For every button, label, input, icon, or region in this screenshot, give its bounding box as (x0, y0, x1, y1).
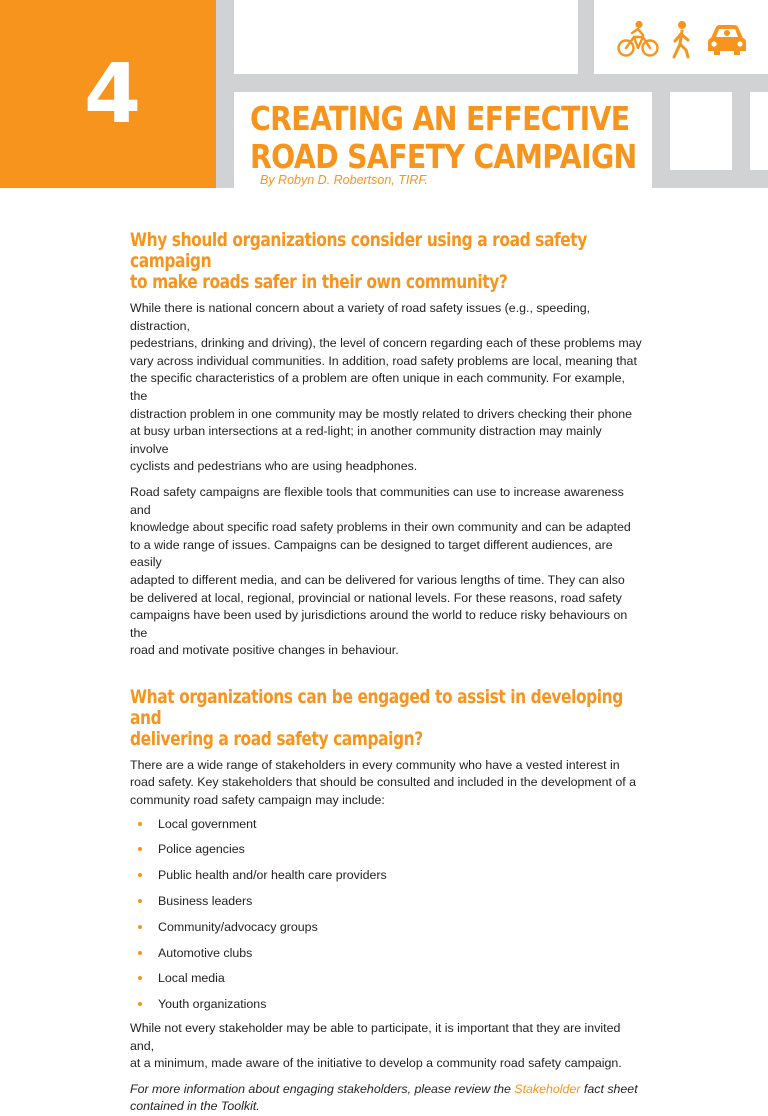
text-line: adapted to different media, and can be delivered for various lengths of time. They can also (130, 572, 625, 587)
list-item-label: Automotive clubs (158, 945, 253, 960)
list-item-label: Public health and/or health care providers (158, 868, 387, 883)
bullet-icon (138, 822, 142, 826)
text-line: Road safety campaigns are flexible tools that communities can use to increase awareness and (130, 484, 624, 517)
section1-heading-line-1: Why should organizations consider using a road safety campaign (130, 230, 587, 272)
pedestrian-icon (670, 20, 694, 60)
title-line-1: CREATING AN EFFECTIVE (250, 99, 630, 138)
byline: By Robyn D. Robertson, TIRF. (260, 173, 428, 187)
car-icon (706, 20, 748, 60)
text-line: be delivered at local, regional, provincial or national levels. For these reasons, road safety (130, 590, 622, 605)
list-item (130, 841, 642, 867)
cyclist-icon (616, 20, 660, 60)
list-item (130, 945, 642, 971)
article-body (130, 230, 642, 1116)
header-frame-bottom (652, 170, 768, 188)
text-line: cyclists and pedestrians who are using headphones. (130, 459, 418, 474)
list-item-label: Community/advocacy groups (158, 919, 318, 934)
list-item-label: Local government (158, 816, 257, 831)
bullet-icon (138, 1002, 142, 1006)
bullet-icon (138, 925, 142, 929)
note-text: For more information about engaging stakeholders, please review the (130, 1081, 515, 1096)
list-item-label: Police agencies (158, 842, 245, 857)
title-line-2: ROAD SAFETY CAMPAIGN (250, 137, 637, 176)
text-line: to a wide range of issues. Campaigns can be designed to target different audiences, are easily (130, 537, 613, 570)
bullet-icon (138, 976, 142, 980)
text-line: road safety. Key stakeholders that should be consulted and included in the development of a (130, 775, 637, 790)
road-user-icons (598, 20, 754, 66)
stakeholder-list (130, 816, 642, 1022)
section1-heading-line-2: to make roads safer in their own community? (130, 272, 508, 293)
text-line: community road safety campaign may include: (130, 793, 385, 808)
text-line: at a minimum, made aware of the initiative to develop a community road safety campaign. (130, 1056, 622, 1071)
section2-heading-line-2: delivering a road safety campaign? (130, 728, 423, 750)
stakeholder-link[interactable]: Stakeholder (514, 1081, 581, 1096)
text-line: knowledge about specific road safety problems in their own community and can be adapted (130, 520, 631, 535)
text-line: While there is national concern about a variety of road safety issues (e.g., speeding, distraction, (130, 301, 591, 333)
note-text: contained in the Toolkit. (130, 1099, 260, 1114)
section2-heading-line-1: What organizations can be engaged to assist in developing and (130, 686, 623, 729)
header-frame-bar (216, 74, 768, 92)
section2-paragraph-2 (130, 1020, 642, 1073)
list-item (130, 919, 642, 945)
header-frame-divider (578, 0, 594, 92)
text-line: While not every stakeholder may be able to participate, it is important that they are invited and, (130, 1021, 621, 1053)
list-item-label: Youth organizations (158, 997, 267, 1012)
section2-paragraph-1 (130, 757, 642, 810)
section1-paragraph-1 (130, 300, 642, 476)
text-line: vary across individual communities. In addition, road safety problems are local, meaning that (130, 353, 637, 368)
text-line: There are a wide range of stakeholders in every community who have a vested interest in (130, 757, 620, 772)
section1-heading (130, 230, 634, 293)
list-item (130, 996, 642, 1022)
chapter-number: 4 (84, 47, 142, 142)
list-item-label: Local media (158, 971, 225, 986)
header-frame-top (216, 0, 234, 74)
text-line: campaigns have been used by jurisdictions around the world to reduce risky behaviours on the (130, 608, 628, 640)
note-text: fact sheet (580, 1081, 638, 1096)
bullet-icon (138, 899, 142, 903)
list-item-label: Business leaders (158, 894, 253, 909)
header-frame-left (216, 92, 234, 188)
text-line: road and motivate positive changes in behaviour. (130, 643, 399, 658)
bullet-icon (138, 873, 142, 877)
list-item (130, 970, 642, 996)
text-line: the specific characteristics of a problem are often unique in each community. For example, the (130, 371, 625, 403)
list-item (130, 816, 642, 842)
text-line: distraction problem in one community may be mostly related to drivers checking their phone (130, 406, 633, 421)
text-line: at busy urban intersections at a red-light; in another community distraction may mainly involve (130, 424, 602, 456)
stakeholder-note (130, 1081, 642, 1116)
section1-paragraph-2 (130, 484, 642, 660)
bullet-icon (138, 951, 142, 955)
list-item (130, 893, 642, 919)
bullet-icon (138, 847, 142, 851)
list-item (130, 867, 642, 893)
text-line: pedestrians, drinking and driving), the level of concern regarding each of these problems may (130, 336, 642, 351)
page-title (250, 99, 637, 176)
section2-heading (130, 687, 634, 750)
